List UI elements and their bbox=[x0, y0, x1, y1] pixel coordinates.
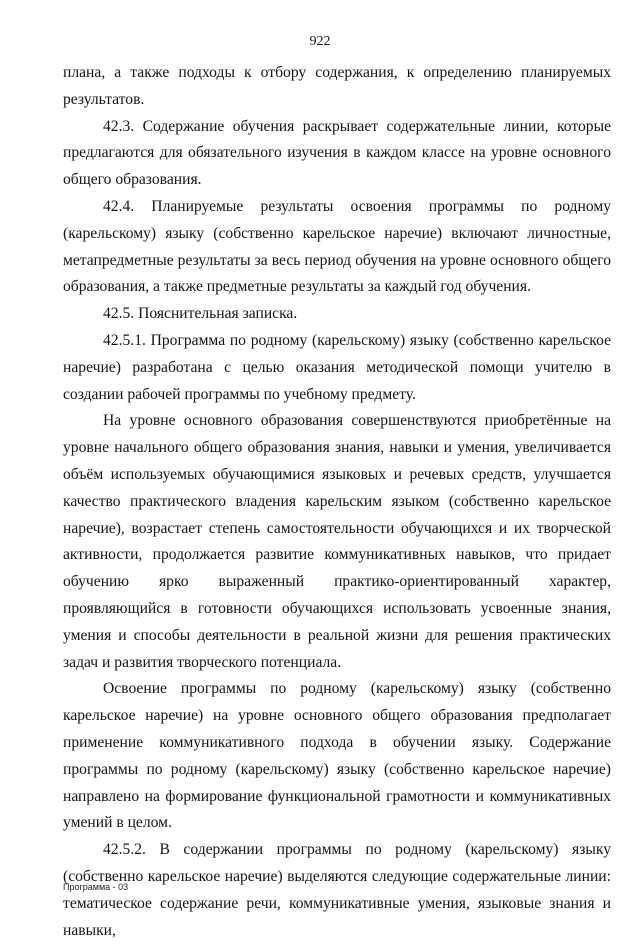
paragraph-basic-level: На уровне основного образования совершенствуются приобретённые на уровне начального общего образования знания, навыки и умения, увеличивается объём используемых обучающимися языковых и речевых средств, улучшается качество практического владения карельским языком (собственно карельское наречие), возрастает степень самостоятельности обучающихся и их творческой активности, продолжается развитие коммуникативных навыков, что придает обучению ярко выраженный практико-ориентированный характер, проявляющийся в готовности обучающихся использовать усвоенные знания, умения и способы деятельности в реальной жизни для решения практических задач и развития творческого потенциала. bbox=[63, 412, 611, 671]
paragraph-42-5-2: 42.5.2. В содержании программы по родному (карельскому) языку (собственно карельское наречие) выделяются следующие содержательные линии: тематическое содержание речи, коммуникативные умения, языковые знания и навыки, bbox=[63, 841, 611, 939]
paragraph-42-3: 42.3. Содержание обучения раскрывает содержательные линии, которые предлагаются для обязательного изучения в каждом классе на уровне основного общего образования. bbox=[63, 117, 611, 189]
paragraph-42-5-1: 42.5.1. Программа по родному (карельскому) языку (собственно карельское наречие) разработана с целью оказания методической помощи учителю в создании рабочей программы по учебному предмету. bbox=[63, 331, 611, 403]
paragraph-continuation: плана, а также подходы к отбору содержания, к определению планируемых результатов. bbox=[63, 64, 611, 108]
paragraph-program-mastery: Освоение программы по родному (карельскому) языку (собственно карельское наречие) на уровне основного общего образования предполагает применение коммуникативного подхода в обучении языку. Содержание программы по родному (карельскому) языку (собственно карельское наречие) направлено на формирование функциональной грамотности и коммуникативных умений в целом. bbox=[63, 680, 611, 832]
document-body bbox=[63, 60, 611, 944]
footer-label: Программа - 03 bbox=[63, 882, 129, 892]
paragraph-42-4: 42.4. Планируемые результаты освоения программы по родному (карельскому) языку (собственно карельское наречие) включают личностные, метапредметные результаты за весь период обучения на уровне основного общего образования, а также предметные результаты за каждый год обучения. bbox=[63, 197, 611, 296]
paragraph-42-5-heading: 42.5. Пояснительная записка. bbox=[103, 305, 298, 323]
page-number: 922 bbox=[309, 34, 331, 49]
